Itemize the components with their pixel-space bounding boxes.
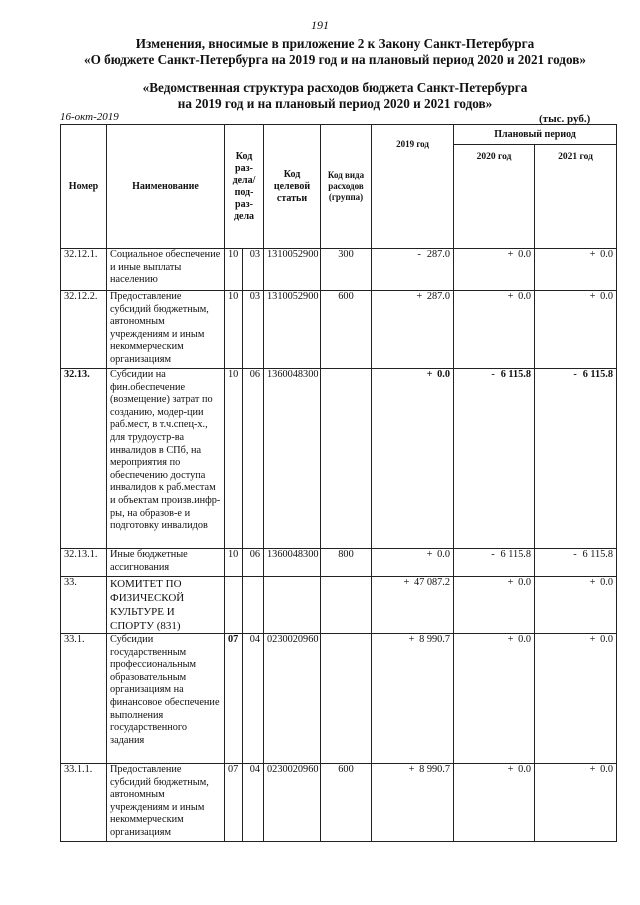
sign: + xyxy=(507,764,514,775)
row-name: Предоставление субсидий бюджетным, автономным учреждениям и иным некоммерческим организациям xyxy=(107,764,225,842)
row-amount-2019 xyxy=(372,549,454,577)
row-amount-2020 xyxy=(454,249,535,291)
sign: + xyxy=(507,291,514,302)
table-row xyxy=(61,634,617,764)
header-year-2019: 2019 год xyxy=(372,125,454,249)
row-amount-2021 xyxy=(535,634,617,764)
row-target-code: 1360048300 xyxy=(264,369,321,549)
sign: + xyxy=(507,634,514,645)
amount: 0.0 xyxy=(518,249,532,260)
amount: 8 990.7 xyxy=(419,764,451,775)
table-row xyxy=(61,369,617,549)
header-name: Наименование xyxy=(107,125,225,249)
row-subsection: 04 xyxy=(243,764,264,842)
amount: 0.0 xyxy=(437,369,451,380)
sign: + xyxy=(403,577,410,588)
amount: 0.0 xyxy=(518,577,532,588)
row-target-code: 1310052900 xyxy=(264,291,321,369)
header-planned-period: Плановый период xyxy=(454,125,617,145)
table-row xyxy=(61,577,617,634)
amount: 0.0 xyxy=(600,577,614,588)
row-section: 10 xyxy=(225,249,243,291)
row-section: 10 xyxy=(225,549,243,577)
row-target-code xyxy=(264,577,321,634)
row-subsection: 04 xyxy=(243,634,264,764)
amount: 6 115.8 xyxy=(500,549,532,560)
row-amount-2021 xyxy=(535,764,617,842)
sign: - xyxy=(573,369,577,380)
document-title-line-1: Изменения, вносимые в приложение 2 к Закону Санкт-Петербурга xyxy=(135,36,535,51)
row-amount-2020 xyxy=(454,764,535,842)
row-number: 32.13. xyxy=(61,369,107,549)
row-amount-2020 xyxy=(454,634,535,764)
row-amount-2020 xyxy=(454,549,535,577)
amount: 287.0 xyxy=(426,291,451,302)
table-row xyxy=(61,249,617,291)
header-year-2020: 2020 год xyxy=(454,145,535,249)
amount: 0.0 xyxy=(518,634,532,645)
row-expense-type: 800 xyxy=(321,549,372,577)
row-section: 10 xyxy=(225,369,243,549)
amount: 0.0 xyxy=(437,549,451,560)
sign: + xyxy=(589,634,596,645)
row-expense-type xyxy=(321,369,372,549)
row-amount-2021 xyxy=(535,577,617,634)
row-target-code: 1310052900 xyxy=(264,249,321,291)
row-expense-type: 600 xyxy=(321,291,372,369)
header-section-code: Код раз-дела/ под-раз-дела xyxy=(225,125,264,249)
row-amount-2021 xyxy=(535,369,617,549)
document-subtitle-line-1: «Ведомственная структура расходов бюджета Санкт-Петербурга xyxy=(142,80,528,95)
amount: 47 087.2 xyxy=(413,577,451,588)
row-number: 33.1. xyxy=(61,634,107,764)
row-expense-type xyxy=(321,577,372,634)
row-expense-type xyxy=(321,634,372,764)
document-title xyxy=(40,36,630,68)
row-number: 33. xyxy=(61,577,107,634)
row-name: Субсидии на фин.обеспечение (возмещение) затрат по созданию, модер-ции раб.мест, в т.ч.спец-х., для трудоустр-ва инвалидов в СПб, на мероприятия по обеспечению доступа инвалидов к раб.местам и объектам произв.инфр-ры, на образов-е и подготовку инвалидов xyxy=(107,369,225,549)
row-amount-2020 xyxy=(454,291,535,369)
header-number: Номер xyxy=(61,125,107,249)
row-section: 10 xyxy=(225,291,243,369)
row-amount-2019 xyxy=(372,764,454,842)
row-target-code: 1360048300 xyxy=(264,549,321,577)
table-row xyxy=(61,549,617,577)
document-subtitle xyxy=(40,80,630,112)
units-label: (тыс. руб.) xyxy=(539,113,591,125)
sign: - xyxy=(491,369,495,380)
amount: 0.0 xyxy=(600,249,614,260)
sign: + xyxy=(416,291,423,302)
sign: + xyxy=(408,634,415,645)
header-expense-type-code: Код вида расходов (группа) xyxy=(321,125,372,249)
amount: 0.0 xyxy=(600,291,614,302)
table-row xyxy=(61,291,617,369)
row-number: 33.1.1. xyxy=(61,764,107,842)
document-date: 16-окт-2019 xyxy=(60,111,119,123)
amount: 6 115.8 xyxy=(500,369,532,380)
sign: - xyxy=(417,249,421,260)
sign: - xyxy=(491,549,495,560)
row-name: Предоставление субсидий бюджетным, автономным учреждениям и иным некоммерческим организациям xyxy=(107,291,225,369)
row-subsection: 03 xyxy=(243,291,264,369)
row-amount-2019 xyxy=(372,634,454,764)
expenditure-table xyxy=(60,124,617,842)
row-number: 32.13.1. xyxy=(61,549,107,577)
row-amount-2020 xyxy=(454,369,535,549)
amount: 0.0 xyxy=(518,764,532,775)
row-subsection: 06 xyxy=(243,369,264,549)
row-subsection: 03 xyxy=(243,249,264,291)
sign: + xyxy=(507,577,514,588)
amount: 8 990.7 xyxy=(419,634,451,645)
sign: + xyxy=(426,369,433,380)
document-title-line-2: «О бюджете Санкт-Петербурга на 2019 год и на плановый период 2020 и 2021 годов» xyxy=(84,52,586,67)
row-name: КОМИТЕТ ПО ФИЗИЧЕСКОЙ КУЛЬТУРЕ И СПОРТУ (831) xyxy=(107,577,225,634)
row-name: Социальное обеспечение и иные выплаты населению xyxy=(107,249,225,291)
row-target-code: 0230020960 xyxy=(264,764,321,842)
document-subtitle-line-2: на 2019 год и на плановый период 2020 и 2021 годов» xyxy=(177,96,493,111)
row-number: 32.12.2. xyxy=(61,291,107,369)
amount: 0.0 xyxy=(600,764,614,775)
amount: 6 115.8 xyxy=(582,369,614,380)
sign: + xyxy=(408,764,415,775)
amount: 287.0 xyxy=(426,249,451,260)
row-subsection xyxy=(243,577,264,634)
sign: + xyxy=(426,549,433,560)
sign: + xyxy=(507,249,514,260)
header-target-code: Код целевой статьи xyxy=(264,125,321,249)
amount: 0.0 xyxy=(600,634,614,645)
row-subsection: 06 xyxy=(243,549,264,577)
header-year-2021: 2021 год xyxy=(535,145,617,249)
sign: + xyxy=(589,249,596,260)
row-expense-type: 300 xyxy=(321,249,372,291)
row-name: Субсидии государственным профессиональным образовательным организациям на финансовое обеспечение выполнения государственного задания xyxy=(107,634,225,764)
row-amount-2021 xyxy=(535,249,617,291)
amount: 0.0 xyxy=(518,291,532,302)
row-section xyxy=(225,577,243,634)
row-expense-type: 600 xyxy=(321,764,372,842)
row-target-code: 0230020960 xyxy=(264,634,321,764)
row-amount-2019 xyxy=(372,291,454,369)
row-amount-2021 xyxy=(535,291,617,369)
row-section: 07 xyxy=(225,634,243,764)
row-name: Иные бюджетные ассигнования xyxy=(107,549,225,577)
row-amount-2019 xyxy=(372,577,454,634)
row-amount-2019 xyxy=(372,249,454,291)
row-amount-2020 xyxy=(454,577,535,634)
sign: + xyxy=(589,291,596,302)
row-number: 32.12.1. xyxy=(61,249,107,291)
row-amount-2019 xyxy=(372,369,454,549)
sign: + xyxy=(589,764,596,775)
sign: + xyxy=(589,577,596,588)
table-row xyxy=(61,764,617,842)
sign: - xyxy=(573,549,577,560)
row-section: 07 xyxy=(225,764,243,842)
page-number: 191 xyxy=(311,18,329,32)
row-amount-2021 xyxy=(535,549,617,577)
amount: 6 115.8 xyxy=(582,549,614,560)
